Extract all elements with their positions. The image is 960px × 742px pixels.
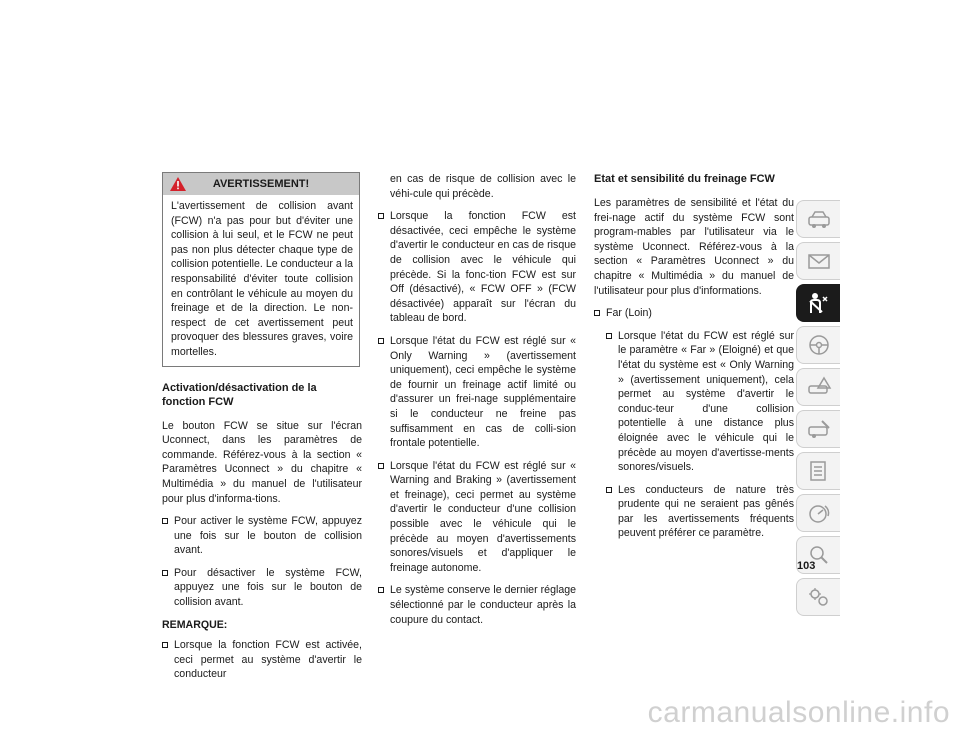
list-item: Lorsque la fonction FCW est activée, ceci permet au système d'avertir le conducteur (162, 638, 362, 682)
sensitivity-list (594, 306, 794, 541)
note-label: REMARQUE: (162, 618, 228, 631)
checkbox-bullet-icon (594, 310, 600, 316)
activation-intro: Le bouton FCW se situe sur l'écran Uconnect, dans les paramètres de commande. Référez-vous à la section « Paramètres Uconnect » du chapitre « Multimédia » du manuel de l'utilisateur pour plus d'informa-tions. (162, 419, 362, 505)
checkbox-bullet-icon (162, 570, 168, 576)
tab-languages[interactable] (796, 578, 840, 616)
section-heading-activation: Activation/désactivation de la fonction FCW (162, 381, 317, 408)
right-column (594, 172, 794, 549)
checkbox-bullet-icon (162, 518, 168, 524)
activation-list (162, 514, 362, 610)
tab-multimedia[interactable] (796, 494, 840, 532)
warning-box (162, 172, 360, 367)
status-list (378, 209, 576, 627)
checkbox-bullet-icon (378, 587, 384, 593)
left-column (162, 172, 362, 690)
list-item: Lorsque la fonction FCW est désactivée, ceci empêche le système d'avertir le conducteur en cas de risque de collision avec le véhicule qui précède. Si la fonc-tion FCW est sur Off (désactivé), « FCW OFF » (FCW désactivée) apparaît sur l'écran du tableau de bord. (378, 209, 576, 326)
checkbox-bullet-icon (606, 333, 612, 339)
page-number: 103 (797, 560, 816, 572)
mail-icon (806, 250, 832, 272)
list-item: Pour activer le système FCW, appuyez une fois sur le bouton de collision avant. (162, 514, 362, 558)
tab-mail[interactable] (796, 242, 840, 280)
settings-icon (806, 586, 832, 608)
tab-safety[interactable] (796, 284, 840, 322)
warning-lights-icon (806, 376, 832, 398)
gauge-icon (806, 502, 832, 524)
sensitivity-intro: Les paramètres de sensibilité et l'état du frei-nage actif du système FCW sont program-mables par l'utilisateur via le système Uconnect. Référez-vous à la section « Paramètres Uconnect » du chapitre « Multimédia » du manuel de l'utilisateur pour plus d'informations. (594, 197, 794, 297)
list-item: Le système conserve le dernier réglage sélectionné par le conducteur après la coupure du contact. (378, 583, 576, 627)
checkbox-bullet-icon (378, 463, 384, 469)
list-item: Lorsque l'état du FCW est réglé sur le paramètre « Far » (Eloigné) et que l'état du système est « Only Warning » (avertissement uniquement), cela permet au système d'avertir le conduc-teur d'une collision potentielle à une distance plus éloignée avec le véhicule qui le précède au moyen d'avertisse-ments sonores/visuels. (606, 329, 794, 475)
checkbox-bullet-icon (162, 642, 168, 648)
footer-watermark: carmanualsonline.info (647, 696, 950, 729)
tab-vehicle[interactable] (796, 200, 840, 238)
seatbelt-icon (806, 291, 832, 315)
vehicle-icon (806, 208, 832, 230)
warning-title: AVERTISSEMENT! (212, 178, 310, 190)
list-item: Pour désactiver le système FCW, appuyez une fois sur le bouton de collision avant. (162, 566, 362, 610)
warning-text: L'avertissement de collision avant (FCW) n'a pas pour but d'éviter une collision à lui seul, et le FCW ne peut pas non plus détecter chaque type de collision potentielle. Le conducteur a la responsabilité d'éviter toute collision en contrôlant le véhicule au moyen du freinage et de la direction. Le non-respect de cet avertissement peut provoquer des blessures graves, voire mortelles. (171, 200, 353, 358)
tab-emergency[interactable] (796, 368, 840, 406)
warning-triangle-icon (169, 176, 187, 192)
tab-specifications[interactable] (796, 452, 840, 490)
middle-column (378, 172, 576, 635)
section-heading-sensitivity: Etat et sensibilité du freinage FCW (594, 173, 775, 185)
list-item: Lorsque l'état du FCW est réglé sur « Warning and Braking » (avertissement et freinage), ceci permet au système d'avertir le conducteur d'une collision possible avec le véhicule qui le précède au moyen d'avertissements sonores/visuels et d'appliquer le freinage autonome. (378, 459, 576, 576)
chapter-tabs (796, 200, 840, 620)
checklist-icon (806, 460, 832, 482)
steering-wheel-icon (806, 333, 832, 357)
tab-service[interactable] (796, 410, 840, 448)
checkbox-bullet-icon (378, 213, 384, 219)
list-item: Lorsque l'état du FCW est réglé sur « Only Warning » (avertissement uniquement), ceci empêche le système de fournir un freinage actif limité ou d'assurer un frei-nage supplémentaire si le conducteur ne freine pas suffisamment en cas de colli-sion frontale potentielle. (378, 334, 576, 451)
list-item: Far (Loin) (594, 306, 794, 321)
checkbox-bullet-icon (606, 487, 612, 493)
warning-header (163, 173, 359, 195)
tab-driving[interactable] (796, 326, 840, 364)
list-item: Les conducteurs de nature très prudente qui ne seraient pas gênés par les avertissements fréquents peuvent préférer ce paramètre. (606, 483, 794, 541)
checkbox-bullet-icon (378, 338, 384, 344)
continuation-text: en cas de risque de collision avec le véhi-cule qui précède. (390, 173, 576, 200)
service-icon (806, 418, 832, 440)
note-list (162, 638, 362, 682)
